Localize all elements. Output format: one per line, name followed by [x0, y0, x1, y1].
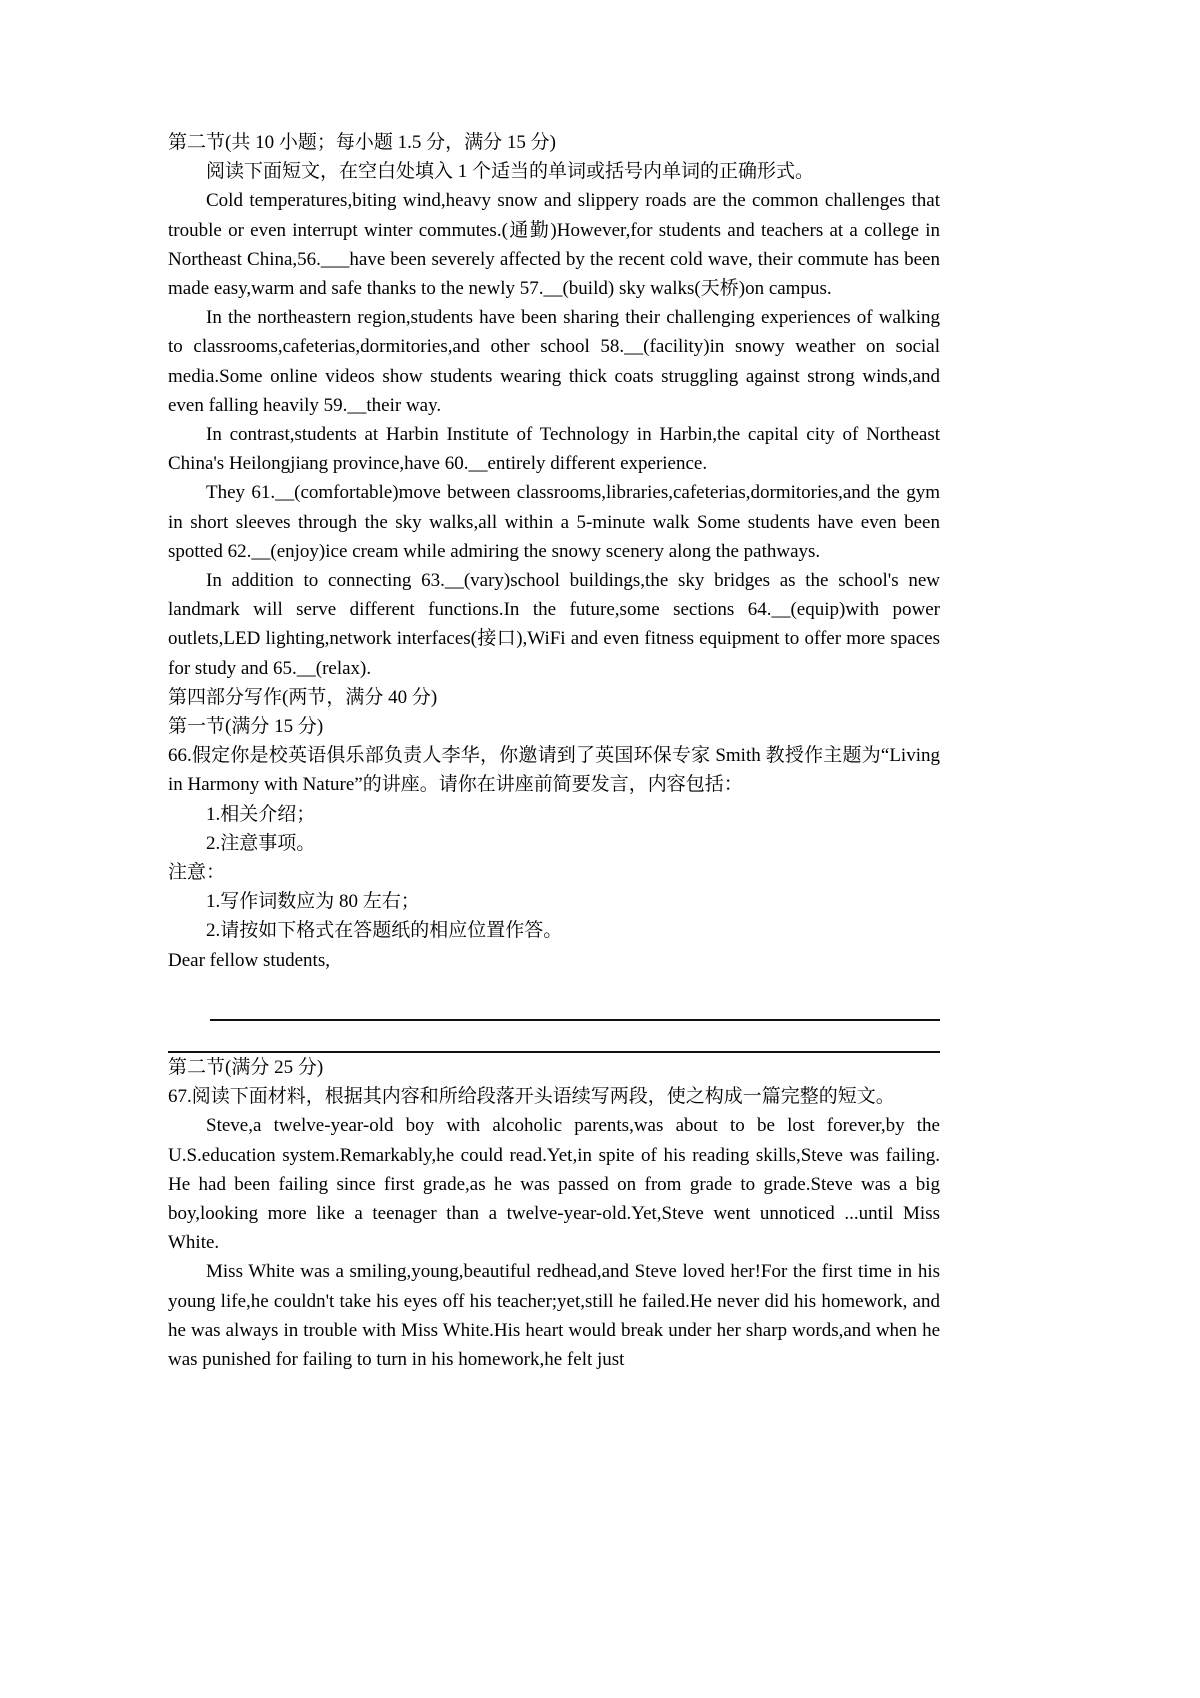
answer-gap [168, 975, 940, 989]
writing-task1-point: 1.相关介绍； [206, 803, 316, 825]
answer-line [210, 989, 940, 1021]
writing-task1-point: 2.注意事项。 [206, 832, 316, 854]
writing-task1-salutation: Dear fellow students, [168, 949, 330, 971]
grammar-section-heading: 第二节(共 10 小题；每小题 1.5 分，满分 15 分) [168, 132, 556, 153]
writing-task1-notes-label: 注意： [168, 862, 226, 884]
writing-task1-note: 2.请按如下格式在答题纸的相应位置作答。 [206, 920, 563, 942]
passage-paragraph: In contrast,students at Harbin Institute of Technology in Harbin,the capital city of Northeast China's Heilongjiang province,have 60.__entirely different experience. [168, 424, 940, 475]
passage-paragraph: In addition to connecting 63.__(vary)school buildings,the sky bridges as the school's new landmark will serve different functions.In the future,some sections 64.__(equip)with power outlets,LED lighting,network interfaces(接口),WiFi and even fitness equipment to offer more spaces for study and 65.__(relax). [168, 570, 940, 679]
passage-paragraph: In the northeastern region,students have been sharing their challenging experiences of walking to classrooms,cafeterias,dormitories,and other school 58.__(facility)in snowy weather on social media.Some online videos show students wearing thick coats struggling against strong winds,and even falling heavily 59.__their way. [168, 307, 940, 416]
grammar-section-instruction: 阅读下面短文，在空白处填入 1 个适当的单词或括号内单词的正确形式。 [206, 161, 815, 183]
writing-task1-heading: 第一节(满分 15 分) [168, 716, 324, 738]
writing-task2-prompt: 67.阅读下面材料，根据其内容和所给段落开头语续写两段，使之构成一篇完整的短文。 [168, 1086, 895, 1108]
writing-task1-prompt: 66.假定你是校英语俱乐部负责人李华，你邀请到了英国环保专家 Smith 教授作主题为“Living in Harmony with Nature”的讲座。请你在讲座前简要发言，内容包括： [168, 745, 940, 796]
writing-task1-note: 1.写作词数应为 80 左右； [206, 891, 420, 913]
answer-line [168, 1021, 940, 1053]
passage-paragraph: Cold temperatures,biting wind,heavy snow and slippery roads are the common challenges that trouble or even interrupt winter commutes.(通勤)However,for students and teachers at a college in Northeast China,56.___have been severely affected by the recent cold wave, their commute has been made easy,warm and safe thanks to the newly 57.__(build) sky walks(天桥)on campus. [168, 190, 940, 300]
writing-task2-heading: 第二节(满分 25 分) [168, 1056, 324, 1078]
passage-paragraph: They 61.__(comfortable)move between classrooms,libraries,cafeterias,dormitories,and the gym in short sleeves through the sky walks,all within a 5-minute walk Some students have even been spotted 62.__(enjoy)ice cream while admiring the snowy scenery along the pathways. [168, 482, 940, 562]
writing-part-heading: 第四部分写作(两节，满分 40 分) [168, 686, 438, 708]
story-paragraph: Steve,a twelve-year-old boy with alcoholic parents,was about to be lost forever,by the U.S.education system.Remarkably,he could read.Yet,in spite of his reading skills,Steve was failing. He had been failing since first grade,as he was passed on from grade to grade.Steve was a big boy,looking more like a teenager than a twelve-year-old.Yet,Steve went unnoticed ...until Miss White. [168, 1115, 940, 1254]
story-paragraph: Miss White was a smiling,young,beautiful redhead,and Steve loved her!For the first time in his young life,he couldn't take his eyes off his teacher;yet,still he failed.He never did his homework, and he was always in trouble with Miss White.His heart would break under her sharp words,and when he was punished for failing to turn in his homework,he felt just [168, 1261, 940, 1370]
